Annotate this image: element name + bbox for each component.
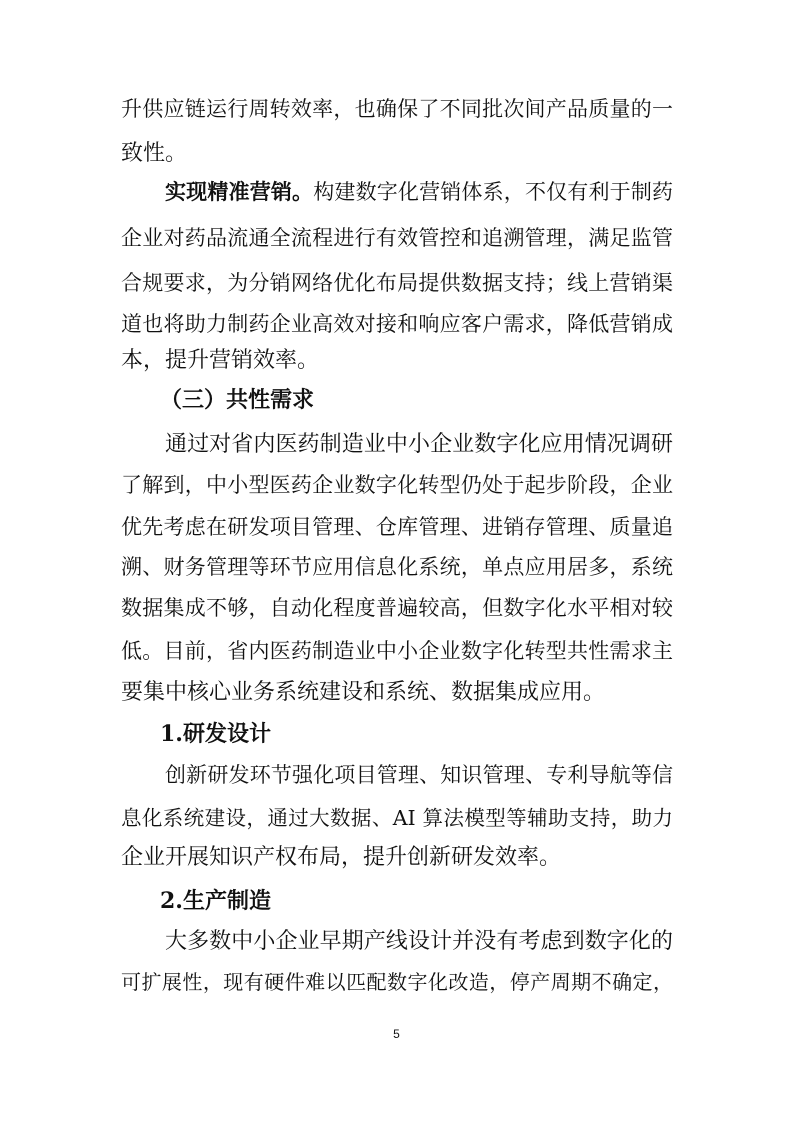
- paragraph-line: 溯、财务管理等环节应用信息化系统，单点应用居多，系统: [121, 555, 673, 579]
- paragraph-line: 低。目前，省内医药制造业中小企业数字化转型共性需求主: [121, 639, 673, 663]
- paragraph-line: 要集中核心业务系统建设和系统、数据集成应用。: [121, 680, 606, 705]
- paragraph-line: 了解到，中小型医药企业数字化转型仍处于起步阶段，企业: [121, 473, 673, 497]
- paragraph-line: 创新研发环节强化项目管理、知识管理、专利导航等信: [165, 763, 673, 787]
- paragraph-line: 数据集成不够，自动化程度普遍较高，但数字化水平相对较: [121, 596, 673, 620]
- paragraph-line: 优先考虑在研发项目管理、仓库管理、进销存管理、质量追: [121, 515, 673, 539]
- paragraph-line: 本，提升营销效率。: [121, 348, 320, 373]
- paragraph-line: 道也将助力制药企业高效对接和响应客户需求，降低营销成: [121, 312, 673, 336]
- paragraph-line: 大多数中小企业早期产线设计并没有考虑到数字化的: [165, 929, 673, 954]
- paragraph-line: 企业开展知识产权布局，提升创新研发效率。: [121, 845, 562, 870]
- paragraph-line: [165, 177, 673, 207]
- subsection-heading: 1.研发设计: [160, 721, 271, 747]
- paragraph-line: 致性。: [121, 141, 188, 166]
- paragraph-line: 息化系统建设，通过大数据、AI 算法模型等辅助支持，助力: [121, 806, 673, 830]
- paragraph-line: 通过对省内医药制造业中小企业数字化应用情况调研: [165, 432, 673, 457]
- paragraph-line: 合规要求，为分销网络优化布局提供数据支持；线上营销渠: [121, 271, 673, 295]
- paragraph-line: 升供应链运行周转效率，也确保了不同批次间产品质量的一: [121, 97, 673, 121]
- subsection-heading: 2.生产制造: [160, 888, 271, 914]
- inline-text: 构建数字化营销体系，不仅有利于制药: [313, 180, 673, 204]
- paragraph-line: 可扩展性，现有硬件难以匹配数字化改造，停产周期不确定，: [121, 970, 673, 994]
- inline-heading: 实现精准营销。: [165, 179, 314, 204]
- page-number: 5: [393, 1027, 400, 1041]
- paragraph-line: 企业对药品流通全流程进行有效管控和追溯管理，满足监管: [121, 226, 673, 250]
- section-heading: （三）共性需求: [160, 388, 315, 413]
